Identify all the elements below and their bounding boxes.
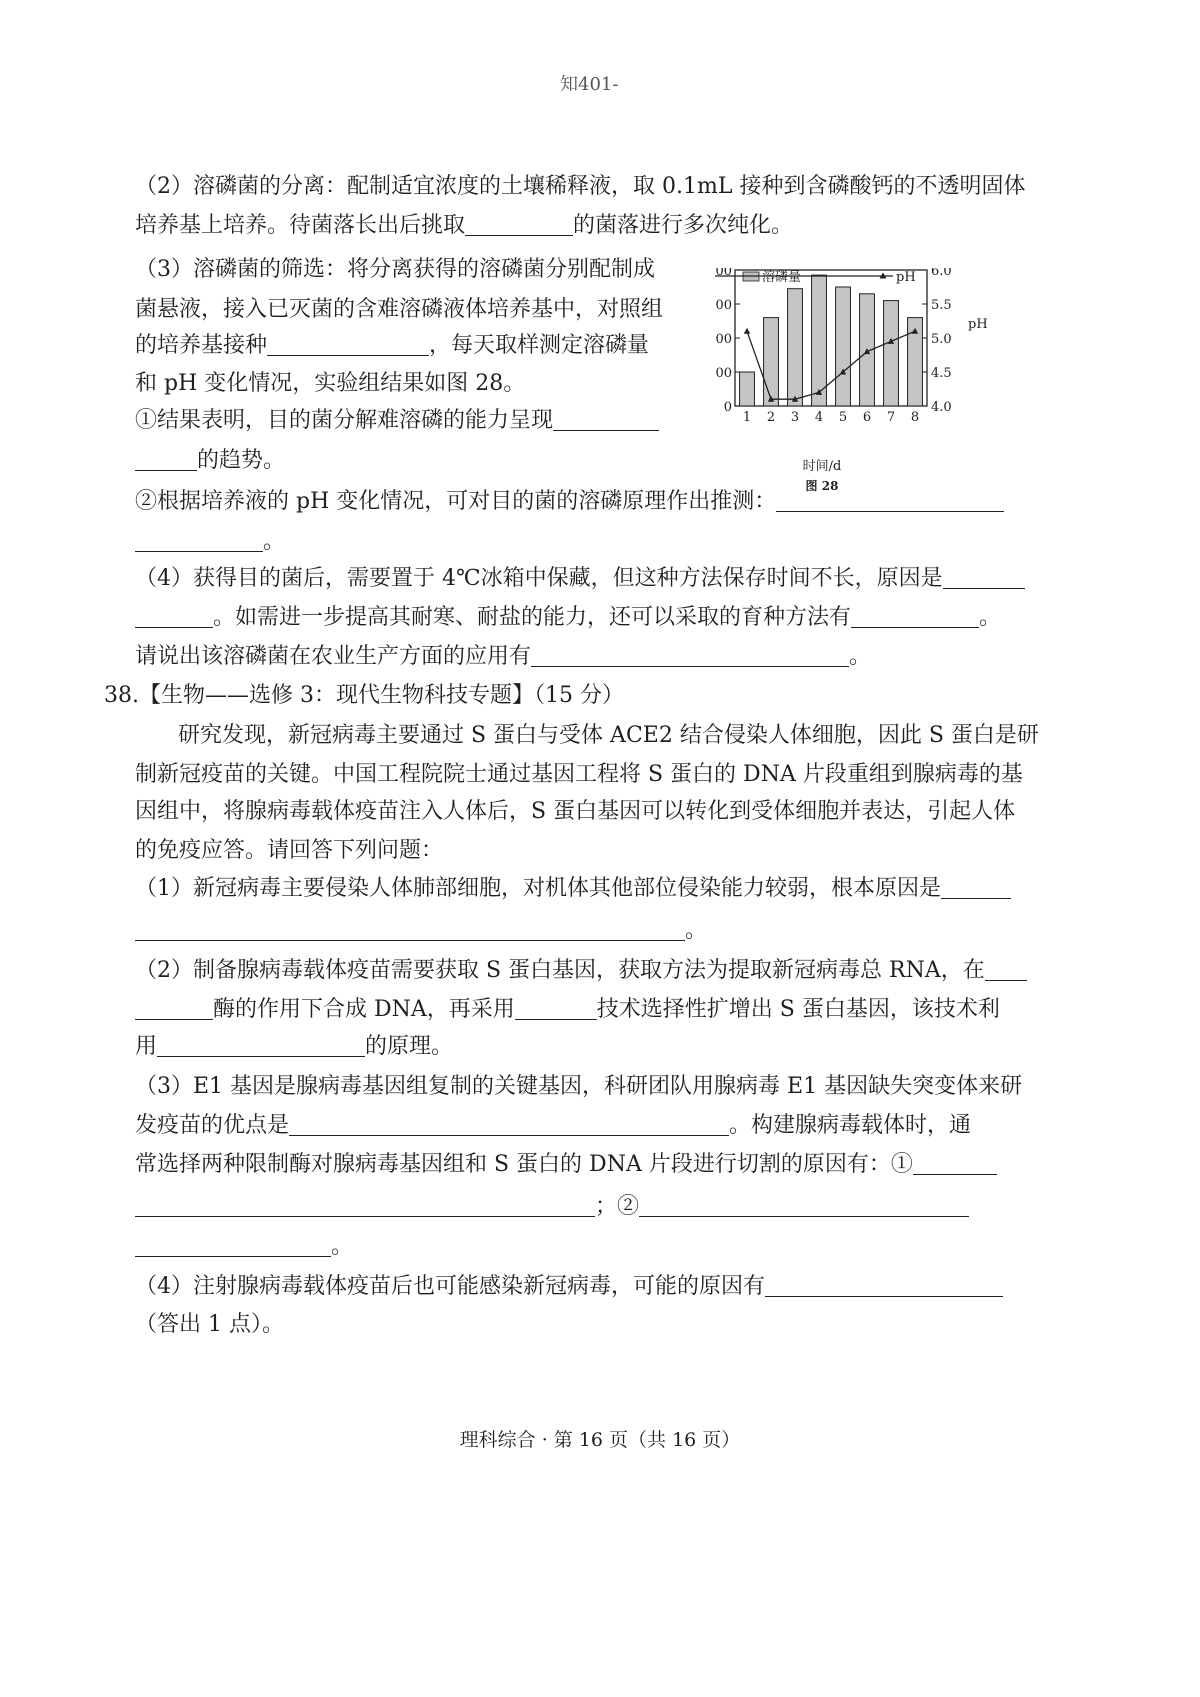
answer-blank[interactable] (289, 1113, 729, 1136)
q38-q3-text-b: 发疫苗的优点是 (135, 1113, 290, 1138)
q38-q3-text-d: 常选择两种限制酶对腺病毒基因组和 S 蛋白的 DNA 片段进行切割的原因有：① (135, 1152, 913, 1177)
answer-blank[interactable] (553, 408, 659, 431)
q38-q1-end: 。 (685, 918, 708, 943)
y2-tick-label: 5.0 (931, 332, 952, 347)
q37-p3-q2-text: ②根据培养液的 pH 变化情况，可对目的菌的溶磷原理作出推测： (135, 489, 777, 514)
x-axis-label: 时间/d (802, 459, 842, 474)
figure-28-chart (715, 268, 1050, 503)
q38-q2-text-d: 用 (135, 1034, 158, 1059)
q37-p4-line2 (135, 603, 1001, 633)
q37-p3-q1-text: ①结果表明，目的菌分解难溶磷的能力呈现 (135, 408, 554, 433)
q37-p2-line1: （2）溶磷菌的分离：配制适宜浓度的土壤稀释液，取 0.1mL 接种到含磷酸钙的不透明固体 (135, 174, 1026, 199)
x-tick-label: 3 (790, 410, 800, 425)
x-tick-label: 5 (838, 410, 848, 425)
answer-blank[interactable] (941, 876, 1011, 899)
y-tick-label: 00 (715, 366, 732, 381)
y2-tick-label: 4.0 (931, 400, 952, 415)
x-tick-label: 1 (742, 410, 752, 425)
q38-q3-line4 (135, 1192, 969, 1222)
answer-blank[interactable] (157, 1034, 365, 1057)
q37-p4-line1 (135, 564, 1025, 594)
q38-q3-text-c: 。构建腺病毒载体时，通 (729, 1113, 972, 1138)
q38-q1-text: （1）新冠病毒主要侵染人体肺部细胞，对机体其他部位侵染能力较弱，根本原因是 (135, 876, 941, 901)
q38-q3-line1: （3）E1 基因是腺病毒基因组复制的关键基因，科研团队用腺病毒 E1 基因缺失突变体来研 (135, 1074, 1023, 1099)
chart-svg (715, 268, 1050, 503)
q37-p3-line3-text-a: 的培养基接种 (135, 333, 268, 358)
figure-caption: 图 28 (805, 479, 839, 493)
q38-q3-line2 (135, 1111, 971, 1141)
q37-p3-q1-line1 (135, 406, 659, 436)
bar (788, 289, 803, 406)
q37-p3-q1-line2 (135, 446, 285, 476)
y2-tick-label: 6.0 (931, 268, 952, 279)
q37-p3-q1-text-b: 的趋势。 (197, 448, 286, 473)
q37-p4-line1-text: （4）获得目的菌后，需要置于 4℃冰箱中保藏，但这种方法保存时间不长，原因是 (135, 566, 943, 591)
answer-blank[interactable] (851, 605, 979, 628)
y-tick-label: 0 (723, 400, 732, 415)
q37-p3-line3 (135, 331, 649, 361)
bar (740, 372, 755, 406)
y2-tick-label: 5.5 (931, 298, 952, 313)
q38-q3-end: 。 (331, 1234, 354, 1259)
q38-q2-text-c: 技术选择性扩增出 S 蛋白基因，该技术利 (596, 997, 1000, 1022)
q37-p3-line1: （3）溶磷菌的筛选：将分离获得的溶磷菌分别配制成 (135, 257, 655, 282)
q37-p4-line2-end: 。 (979, 605, 1002, 630)
bar (884, 301, 899, 406)
q38-q3-line3 (135, 1150, 997, 1180)
q38-q2-line1 (135, 956, 1027, 986)
answer-blank[interactable] (135, 605, 213, 628)
y-tick-label: 00 (715, 268, 732, 279)
x-tick-label: 4 (814, 410, 824, 425)
x-tick-label: 8 (910, 410, 920, 425)
q38-q2-line2 (135, 995, 1000, 1025)
y-axis-ticks (715, 268, 740, 415)
answer-blank[interactable] (943, 566, 1025, 589)
ph-point (744, 328, 750, 334)
q37-p2-line2-text-a: 培养基上培养。待菌落长出后挑取 (135, 213, 466, 238)
q38-q4-line1 (135, 1272, 1003, 1302)
q38-q1-line2 (135, 916, 707, 946)
q38-q4-text: （4）注射腺病毒载体疫苗后也可能感染新冠病毒，可能的原因有 (135, 1274, 765, 1299)
q37-p3-q2-line2 (135, 527, 285, 557)
q38-intro-line4: 的免疫应答。请回答下列问题： (135, 838, 444, 863)
answer-blank[interactable] (135, 1194, 595, 1217)
q38-q2-text-b: 酶的作用下合成 DNA，再采用 (213, 997, 515, 1022)
q37-p4-line3 (135, 642, 871, 672)
answer-blank[interactable] (135, 529, 263, 552)
q38-q3-text-e: ；② (595, 1194, 640, 1219)
answer-blank[interactable] (135, 448, 197, 471)
q38-title: 38.【生物——选修 3：现代生物科技专题】（15 分） (104, 683, 624, 708)
q37-p4-line3-text: 请说出该溶磷菌在农业生产方面的应用有 (135, 644, 532, 669)
q37-p3-line4: 和 pH 变化情况，实验组结果如图 28。 (135, 371, 526, 396)
y2-axis-label: pH (968, 317, 988, 332)
q37-p3-q2-end: 。 (263, 529, 286, 554)
q37-p2-line2-text-b: 的菌落进行多次纯化。 (573, 213, 794, 238)
q38-q2-text-a: （2）制备腺病毒载体疫苗需要获取 S 蛋白基因，获取方法为提取新冠病毒总 RNA，在 (135, 958, 985, 983)
q37-p2-line2 (135, 211, 793, 241)
answer-blank[interactable] (531, 644, 849, 667)
q38-q2-line3 (135, 1032, 453, 1062)
answer-blank[interactable] (135, 918, 685, 941)
y-tick-label: 00 (715, 298, 732, 313)
y-tick-label: 00 (715, 332, 732, 347)
legend-bar-label: 溶磷量 (762, 270, 802, 285)
answer-blank[interactable] (465, 213, 573, 236)
bar (764, 318, 779, 406)
answer-blank[interactable] (639, 1194, 969, 1217)
q38-q1-line1 (135, 874, 1011, 904)
answer-blank[interactable] (515, 997, 597, 1020)
q38-intro-line3: 因组中，将腺病毒载体疫苗注入人体后，S 蛋白基因可以转化到受体细胞并表达，引起人体 (135, 799, 1016, 824)
q38-intro-line1: 研究发现，新冠病毒主要通过 S 蛋白与受体 ACE2 结合侵染人体细胞，因此 S 蛋白是研 (178, 723, 1039, 748)
bar (836, 287, 851, 406)
q37-p3-line3-text-b: ，每天取样测定溶磷量 (429, 333, 650, 358)
answer-blank[interactable] (135, 1234, 331, 1257)
page-footer: 理科综合 · 第 16 页（共 16 页） (459, 1429, 741, 1451)
q37-p4-line3-end: 。 (849, 644, 872, 669)
q37-p3-line2: 菌悬液，接入已灭菌的含难溶磷液体培养基中，对照组 (135, 297, 664, 322)
x-axis-ticks (743, 410, 919, 425)
q38-q4-line2: （答出 1 点）。 (135, 1312, 284, 1337)
q37-p4-line2-text: 。如需进一步提高其耐寒、耐盐的能力，还可以采取的育种方法有 (213, 605, 852, 630)
bar (812, 275, 827, 406)
y2-tick-label: 4.5 (931, 366, 952, 381)
answer-blank[interactable] (765, 1274, 1003, 1297)
legend-line-label: pH (896, 270, 916, 285)
x-tick-label: 7 (886, 410, 896, 425)
q38-q2-text-e: 的原理。 (365, 1034, 454, 1059)
q38-q3-line5 (135, 1232, 353, 1262)
answer-blank[interactable] (985, 958, 1027, 981)
x-tick-label: 2 (766, 410, 776, 425)
page-header-mark: 知401- (560, 74, 619, 95)
x-tick-label: 6 (862, 410, 872, 425)
answer-blank[interactable] (135, 997, 213, 1020)
answer-blank[interactable] (267, 333, 429, 356)
q38-intro-line2: 制新冠疫苗的关键。中国工程院院士通过基因工程将 S 蛋白的 DNA 片段重组到腺病毒的基 (135, 762, 1023, 787)
answer-blank[interactable] (913, 1152, 997, 1175)
